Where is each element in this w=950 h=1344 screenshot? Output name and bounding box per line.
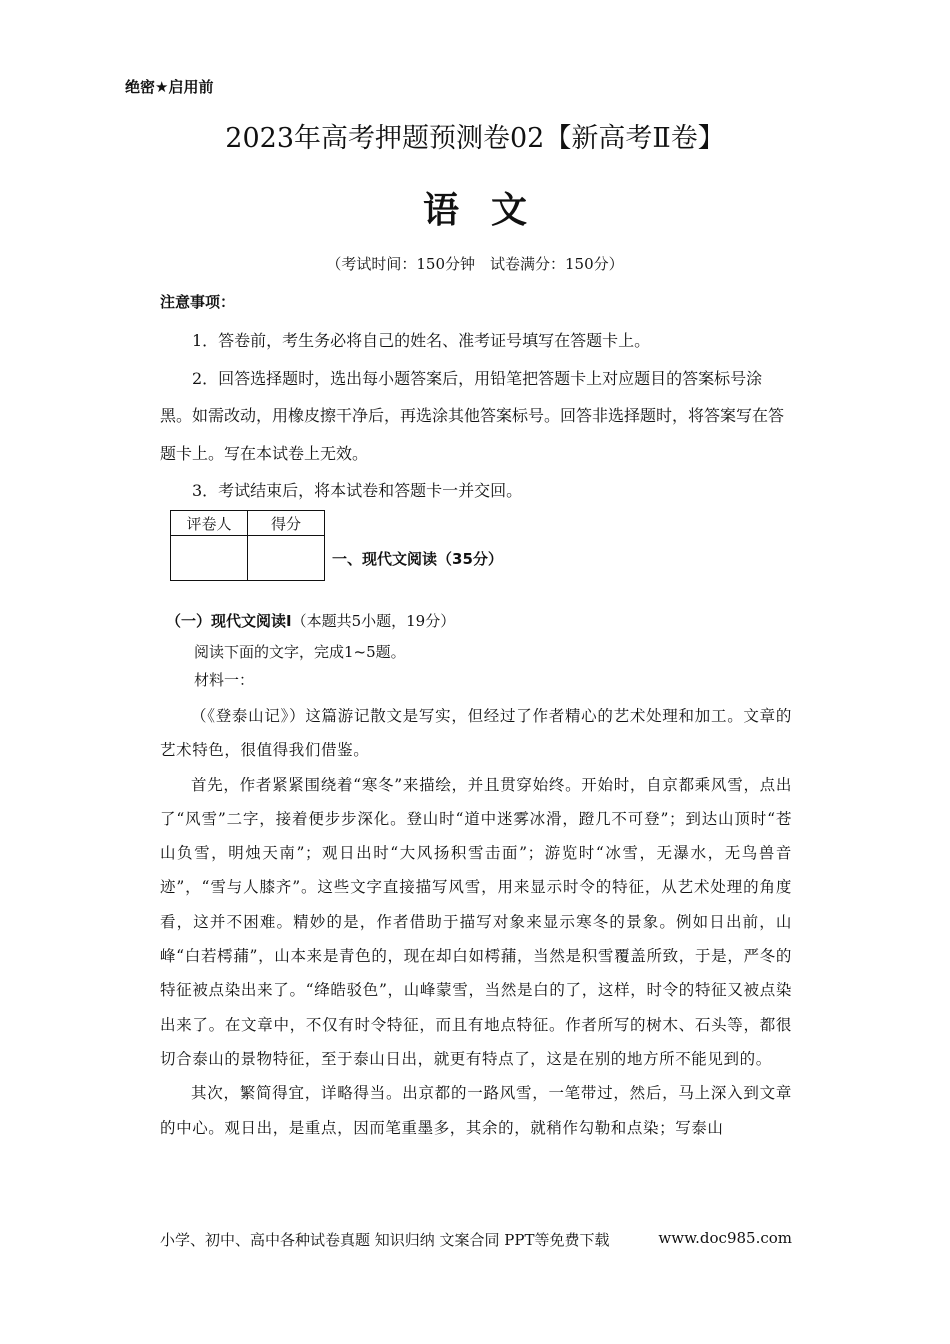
grader-cell (171, 536, 248, 581)
footer-url[interactable]: www.doc985.com (658, 1229, 792, 1247)
part-heading-bold: （一）现代文阅读I (166, 612, 292, 630)
score-cell (248, 536, 325, 581)
section-heading: 一、现代文阅读（35分） (332, 550, 503, 568)
notice-item: 1．答卷前，考生务必将自己的姓名、准考证号填写在答题卡上。 (192, 331, 651, 350)
page-footer (160, 1229, 792, 1250)
notice-item: 3．考试结束后，将本试卷和答题卡一并交回。 (192, 481, 523, 500)
passage (160, 699, 792, 1145)
exam-info: （考试时间：150分钟 试卷满分：150分） (326, 255, 624, 273)
score-table (170, 510, 325, 581)
notice-heading: 注意事项： (160, 293, 236, 311)
exam-title: 2023年高考押题预测卷02【新高考Ⅱ卷】 (225, 123, 725, 154)
instruction-block (194, 638, 406, 694)
passage-paragraph: （《登泰山记》）这篇游记散文是写实，但经过了作者精心的艺术处理和加工。文章的艺术特色，很值得我们借鉴。 (160, 707, 792, 760)
instruction: 阅读下面的文字，完成1~5题。 (194, 643, 406, 661)
part-heading (166, 610, 455, 631)
secret-mark: 绝密★启用前 (125, 78, 214, 96)
part-heading-rest: （本题共5小题，19分） (291, 612, 456, 630)
grader-label: 评卷人 (171, 511, 248, 536)
subject-title: 语文 (422, 190, 559, 231)
score-label: 得分 (248, 511, 325, 536)
material-label: 材料一： (194, 671, 255, 689)
passage-paragraph: 首先，作者紧紧围绕着“寒冬”来描绘，并且贯穿始终。开始时，自京都乘风雪，点出了“风雪”二字，接着便步步深化。登山时“道中迷雾冰滑，蹬几不可登”；到达山顶时“苍山负雪，明烛天南”；观日出时“大风扬积雪击面”；游览时“冰雪，无瀑水，无鸟兽音迹”，“雪与人膝齐”。这些文字直接描写风雪，用来显示时令的特征，从艺术处理的角度看，这并不困难。精妙的是，作者借助于描写对象来显示寒冬的景象。例如日出前，山峰“白若樗蒱”，山本来是青色的，现在却白如樗蒱，当然是积雪覆盖所致，于是，严冬的特征被点染出来了。“绛皓驳色”，山峰蒙雪，当然是白的了，这样，时令的特征又被点染出来了。在文章中，不仅有时令特征，而且有地点特征。作者所写的树木、石头等，都很切合泰山的景物特征，至于泰山日出，就更有特点了，这是在别的地方所不能见到的。 (160, 775, 792, 1068)
passage-paragraph: 其次，繁简得宜，详略得当。出京都的一路风雪，一笔带过，然后，马上深入到文章的中心。观日出，是重点，因而笔重墨多，其余的，就稍作勾勒和点染；写泰山 (160, 1084, 792, 1137)
footer-text: 小学、初中、高中各种试卷真题 知识归纳 文案合同 PPT等免费下载 (160, 1231, 610, 1249)
notice-list (160, 322, 792, 510)
notice-item: 2．回答选择题时，选出每小题答案后，用铅笔把答题卡上对应题目的答案标号涂黑。如需改动，用橡皮擦干净后，再选涂其他答案标号。回答非选择题时，将答案写在答题卡上。写在本试卷上无效。 (160, 368, 785, 463)
